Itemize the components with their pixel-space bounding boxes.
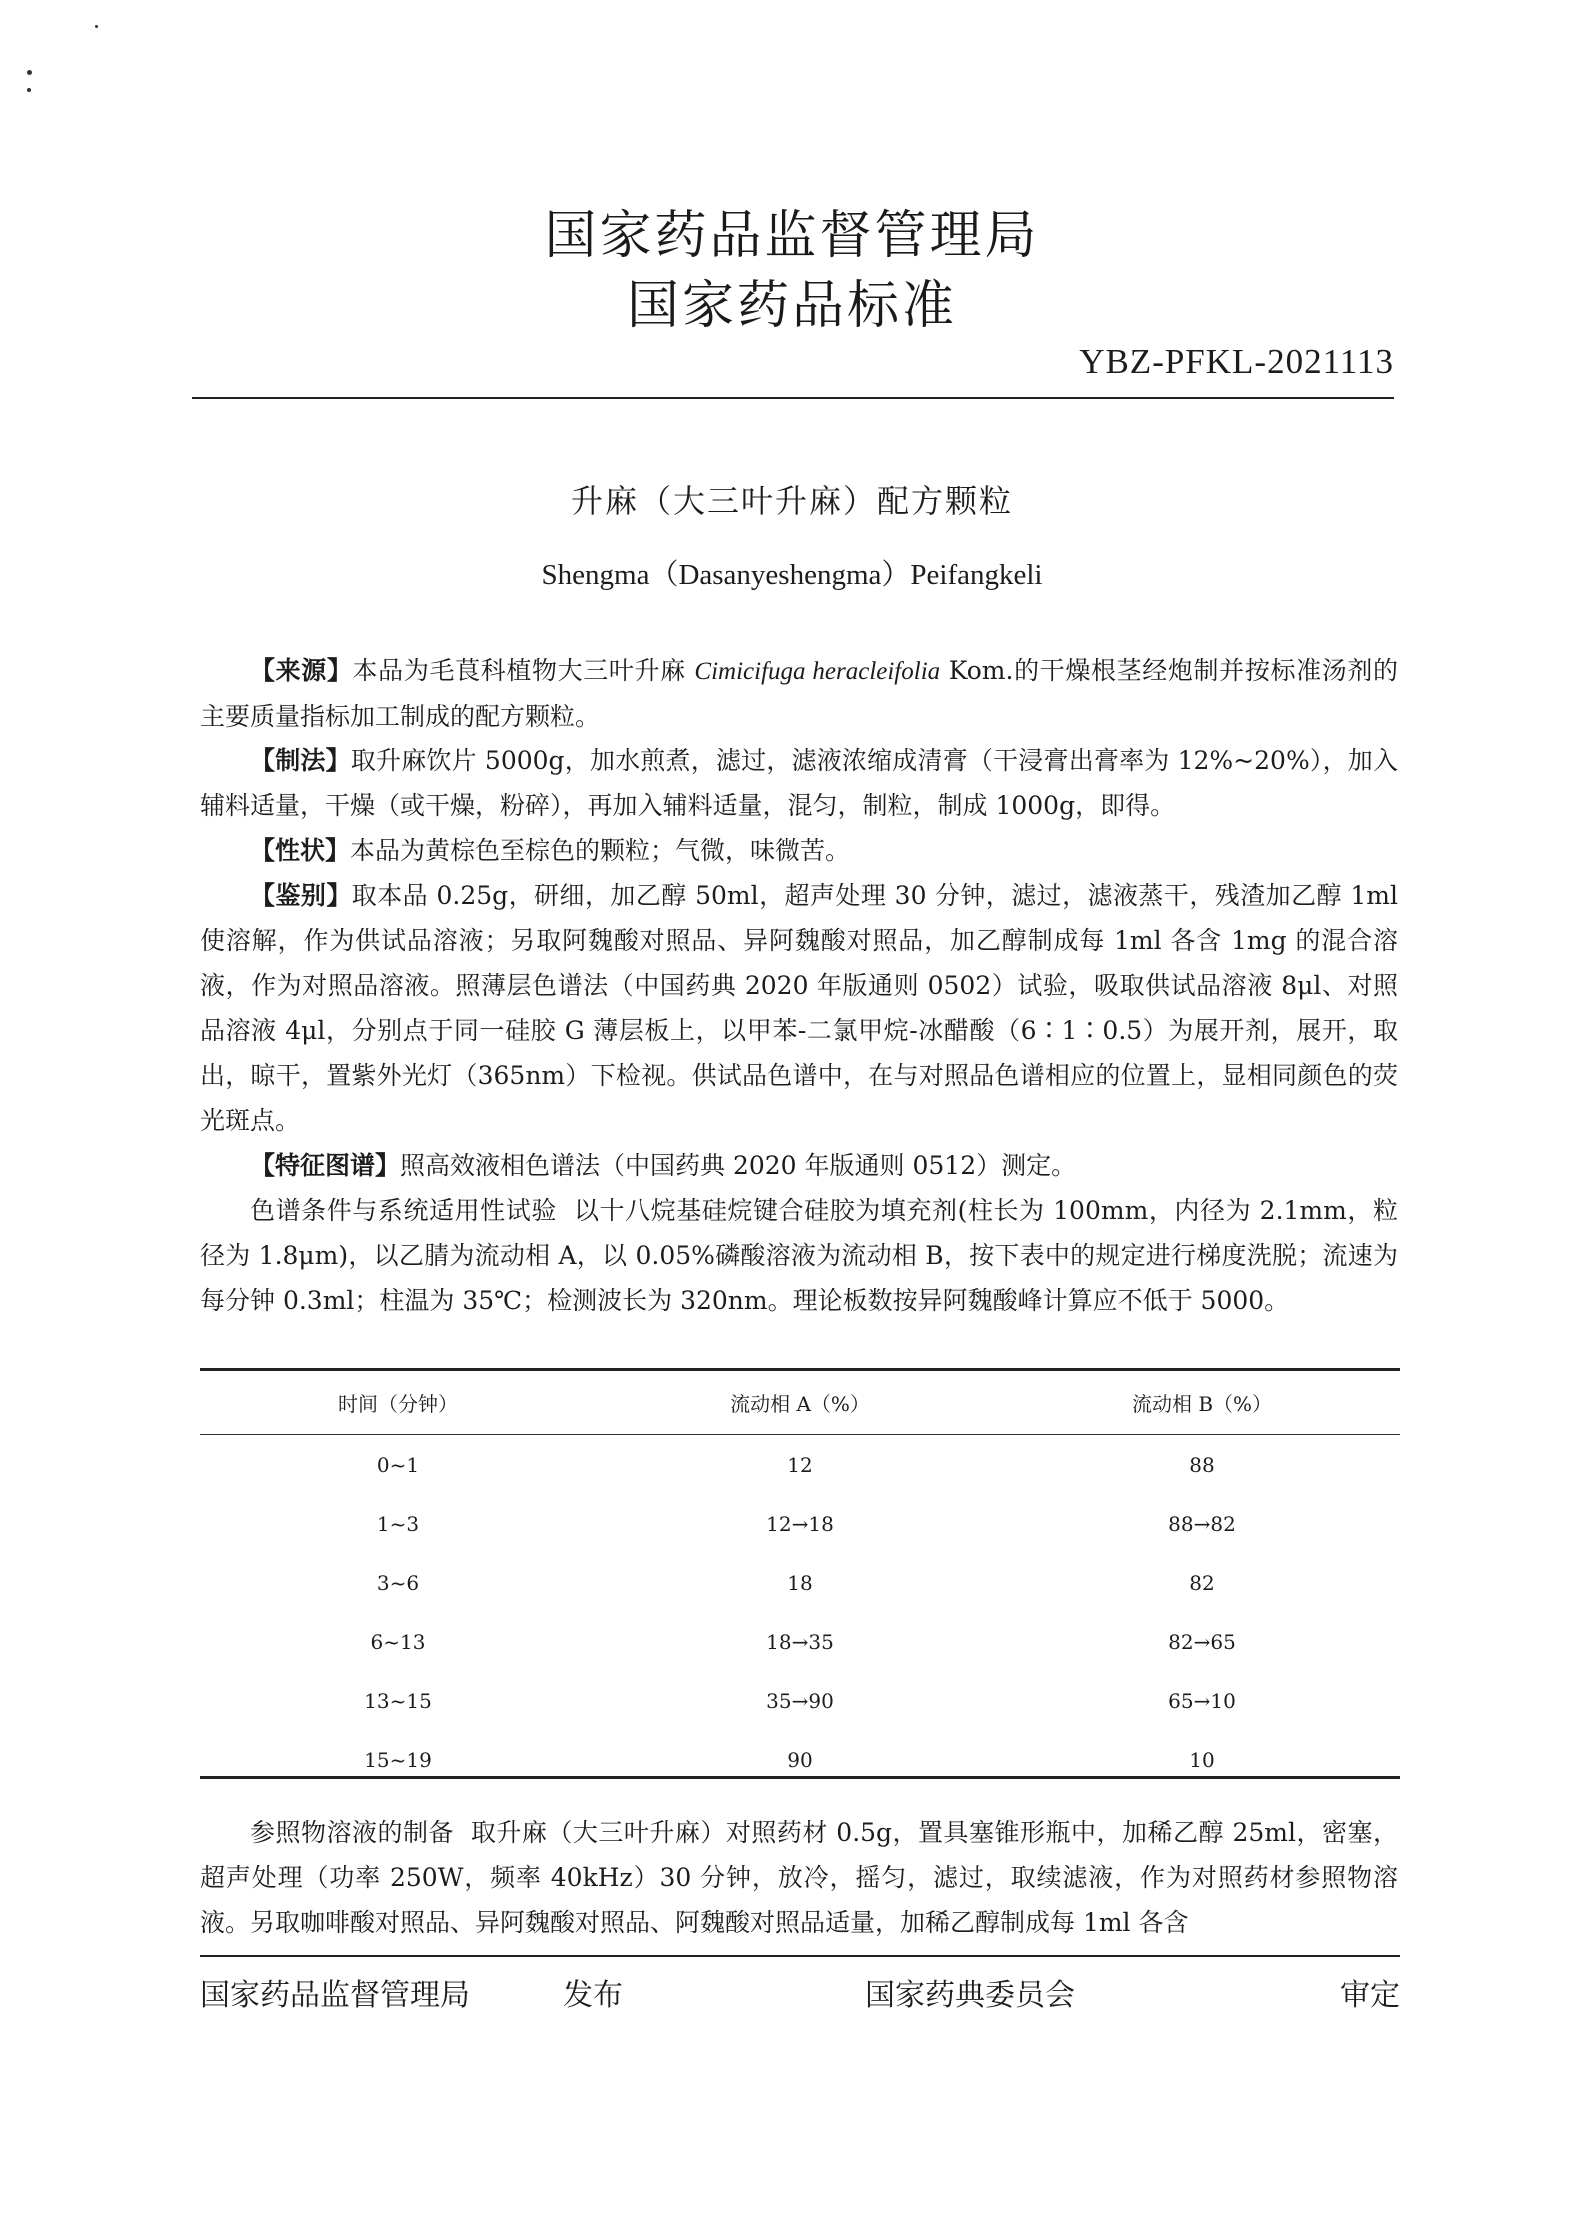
cell-mobile-b: 10 — [1189, 1747, 1215, 1772]
cell-mobile-a: 35→90 — [766, 1688, 834, 1713]
appearance-paragraph — [200, 828, 1398, 873]
scan-speck — [27, 70, 32, 75]
source-label: 【来源】 — [250, 656, 353, 685]
scan-speck — [95, 25, 98, 28]
footer-publish: 发布 — [563, 1978, 623, 2013]
appearance-label: 【性状】 — [250, 836, 351, 865]
reference-text: 取升麻（大三叶升麻）对照药材 0.5g，置具塞锥形瓶中，加稀乙醇 25ml，密塞，超声处理（功率 250W，频率 40kHz）30 分钟，放冷，摇匀，滤过，取续滤液，作为对照药材参照物溶液。另取咖啡酸对照品、异阿魏酸对照品、阿魏酸对照品适量，加稀乙醇制成每 1ml 各含 — [200, 1818, 1398, 1937]
source-latin-name: Cimicifuga heracleifolia — [694, 658, 941, 685]
fingerprint-paragraph — [200, 1143, 1398, 1188]
conditions-paragraph — [200, 1188, 1398, 1323]
table-row — [200, 1435, 1400, 1495]
table-row — [200, 1671, 1400, 1730]
cell-mobile-a: 18→35 — [766, 1629, 834, 1654]
table-header-time: 时间（分钟） — [200, 1370, 596, 1435]
cell-mobile-a: 18 — [787, 1570, 813, 1595]
table-row — [200, 1494, 1400, 1553]
identification-label: 【鉴别】 — [250, 881, 352, 910]
cell-time: 1~3 — [376, 1511, 420, 1536]
table-header-mobile-a: 流动相 A（%） — [596, 1370, 1004, 1435]
conditions-text: 以十八烷基硅烷键合硅胶为填充剂(柱长为 100mm，内径为 2.1mm，粒径为 1.8μm)，以乙腈为流动相 A，以 0.05%磷酸溶液为流动相 B，按下表中的规定进行梯度洗脱；流速为每分钟 0.3ml；柱温为 35℃；检测波长为 320nm。理论板数按异阿魏酸峰计算应不低于 5000。 — [200, 1196, 1398, 1315]
cell-mobile-b: 88 — [1189, 1452, 1215, 1477]
cell-time: 13~15 — [364, 1688, 432, 1713]
footer-publisher: 国家药品监督管理局 — [200, 1978, 470, 2013]
cell-mobile-a: 12 — [787, 1452, 813, 1477]
document-title-en: Shengma（Dasanyeshengma）Peifangkeli — [541, 559, 1043, 591]
conditions-label: 色谱条件与系统适用性试验 — [250, 1196, 557, 1225]
cell-mobile-b: 82→65 — [1168, 1629, 1236, 1654]
table-row — [200, 1612, 1400, 1671]
appearance-text: 本品为黄棕色至棕色的颗粒；气微，味微苦。 — [350, 836, 851, 865]
cell-time: 3~6 — [376, 1570, 420, 1595]
document-title-cn: 升麻（大三叶升麻）配方颗粒 — [570, 482, 1013, 520]
footer — [200, 1970, 1400, 2012]
cell-mobile-a: 90 — [787, 1747, 813, 1772]
identification-text: 取本品 0.25g，研细，加乙醇 50ml，超声处理 30 分钟，滤过，滤液蒸干，残渣加乙醇 1ml 使溶解，作为供试品溶液；另取阿魏酸对照品、异阿魏酸对照品，加乙醇制成每 1ml 各含 1mg 的混合溶液，作为对照品溶液。照薄层色谱法（中国药典 2020 年版通则 0502）试验，吸取供试品溶液 8μl、对照品溶液 4μl，分别点于同一硅胶 G 薄层板上，以甲苯-二氯甲烷-冰醋酸（6∶1∶0.5）为展开剂，展开，取出，晾干，置紫外光灯（365nm）下检视。供试品色谱中，在与对照品色谱相应的位置上，显相同颜色的荧光斑点。 — [200, 881, 1398, 1135]
source-paragraph — [200, 648, 1398, 739]
table-row — [200, 1730, 1400, 1789]
method-paragraph — [200, 738, 1398, 828]
identification-paragraph — [200, 873, 1398, 1143]
source-text-2: Kom.的干燥根茎经炮制并按标准汤剂的主要质量指标加工制成的配方颗粒。 — [200, 656, 1398, 731]
method-label: 【制法】 — [250, 746, 351, 775]
fingerprint-text: 照高效液相色谱法（中国药典 2020 年版通则 0512）测定。 — [400, 1151, 1077, 1180]
table-header-mobile-b: 流动相 B（%） — [1004, 1370, 1400, 1435]
reference-label: 参照物溶液的制备 — [250, 1818, 454, 1847]
table-header-row — [200, 1370, 1400, 1435]
standard-title: 国家药品标准 — [626, 276, 957, 336]
header-rule — [192, 397, 1394, 399]
cell-mobile-b: 82 — [1189, 1570, 1215, 1595]
cell-time: 6~13 — [370, 1629, 426, 1654]
cell-mobile-a: 12→18 — [766, 1511, 834, 1536]
fingerprint-label: 【特征图谱】 — [250, 1151, 401, 1180]
reference-paragraph — [200, 1810, 1398, 1945]
scan-speck — [27, 88, 31, 92]
cell-mobile-b: 88→82 — [1168, 1511, 1236, 1536]
cell-time: 0~1 — [376, 1452, 420, 1477]
table-row — [200, 1553, 1400, 1612]
footer-rule — [200, 1955, 1400, 1957]
gradient-table — [200, 1370, 1400, 1789]
source-text-1: 本品为毛茛科植物大三叶升麻 — [352, 656, 686, 685]
method-text: 取升麻饮片 5000g，加水煎煮，滤过，滤液浓缩成清膏（干浸膏出膏率为 12%~20%），加入辅料适量，干燥（或干燥，粉碎），再加入辅料适量，混匀，制粒，制成 1000g，即得。 — [200, 746, 1398, 820]
agency-title: 国家药品监督管理局 — [544, 206, 1040, 266]
standard-code: YBZ-PFKL-2021113 — [1079, 342, 1394, 381]
footer-review: 审定 — [1340, 1978, 1400, 2013]
cell-mobile-b: 65→10 — [1168, 1688, 1236, 1713]
footer-reviewer: 国家药典委员会 — [865, 1978, 1075, 2013]
table-bottom-rule — [200, 1776, 1400, 1779]
cell-time: 15~19 — [364, 1747, 432, 1772]
